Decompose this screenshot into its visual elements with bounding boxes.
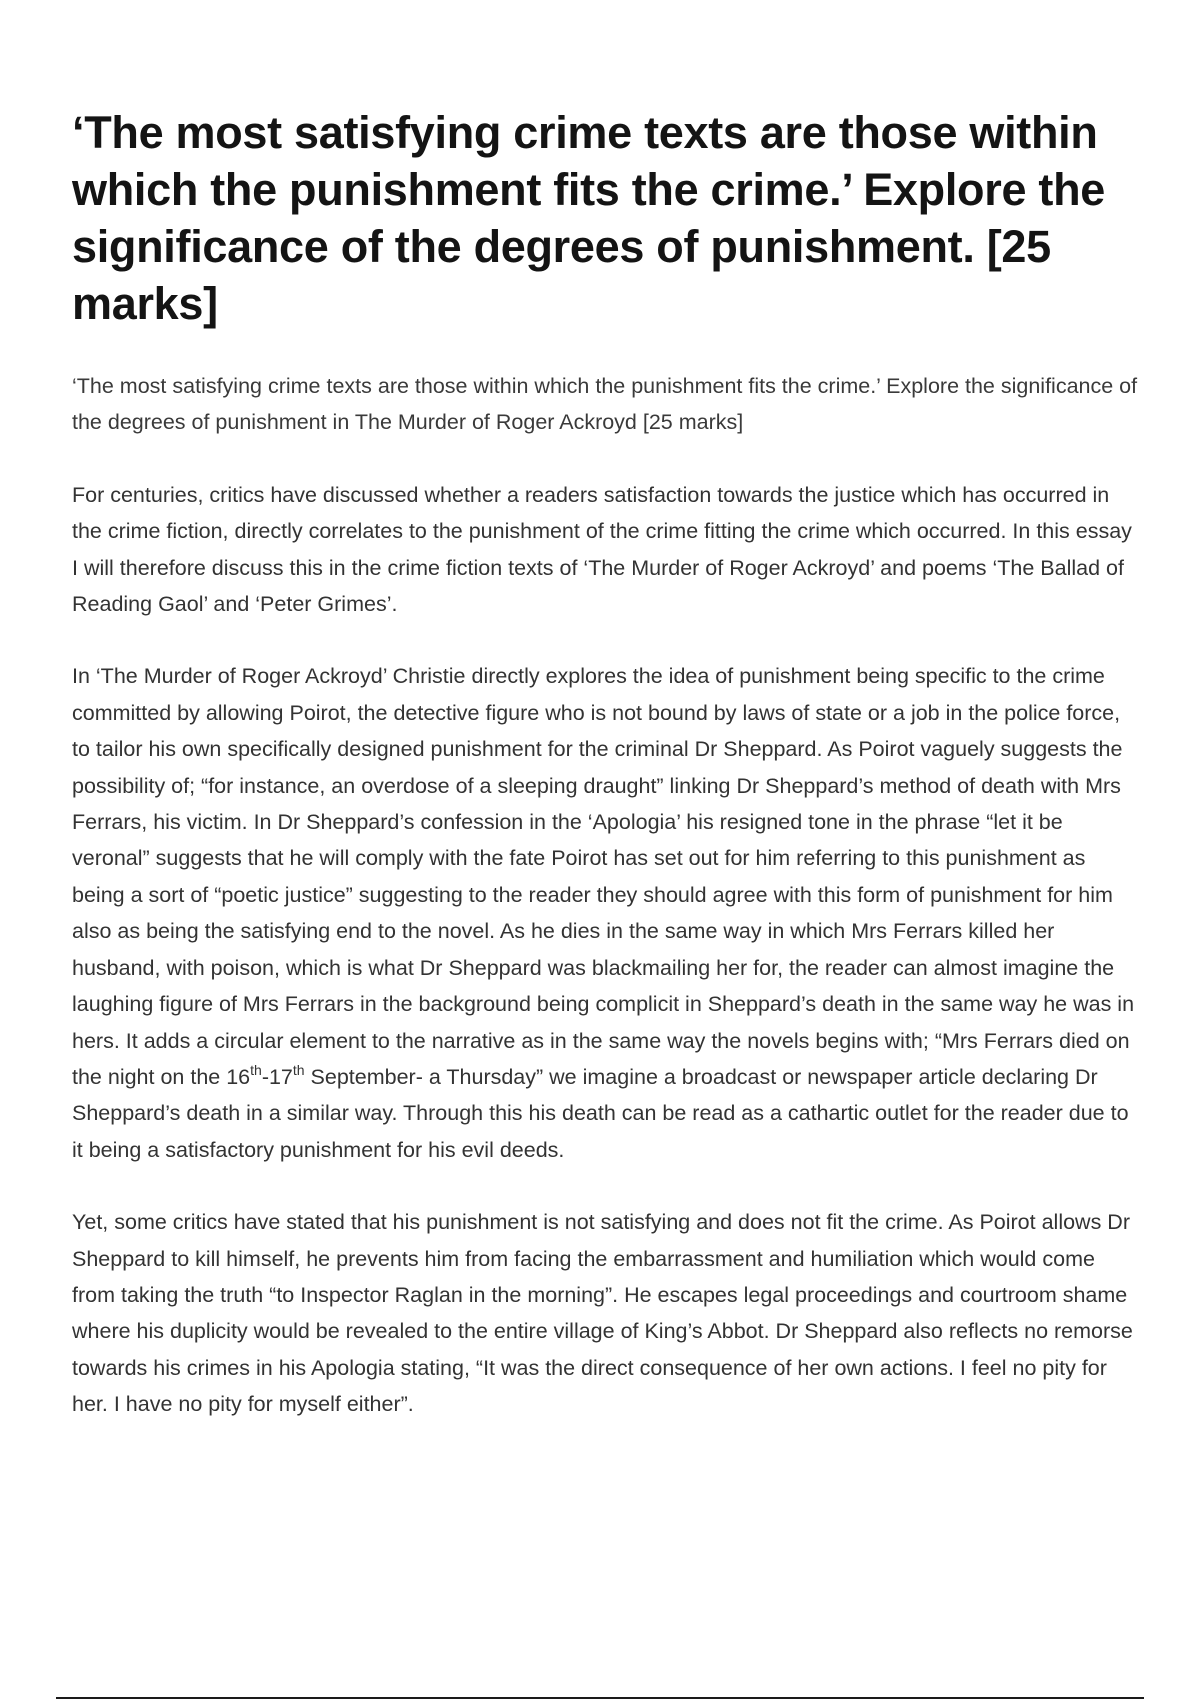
ordinal-suffix: th — [292, 1061, 305, 1078]
page-divider — [56, 1697, 1144, 1699]
date-range-dash: -17 — [261, 1064, 293, 1089]
paragraph-text: In ‘The Murder of Roger Ackroyd’ Christie directly explores the idea of punishment being specific to the crime committed by allowing Poirot, the detective figure who is not bound by laws of state or a job in the police force, to tailor his own specifically designed punishment for the criminal Dr Sheppard. As Poirot vaguely suggests the possibility of; “for instance, an overdose of a sleeping draught” linking Dr Sheppard’s method of death with Mrs Ferrars, his victim. In Dr Sheppard’s confession in the ‘Apologia’ his resigned tone in the phrase “let it be veronal” suggests that he will comply with the fate Poirot has set out for him referring to this punishment as being a sort of “poetic justice” suggesting to the reader they should agree with this form of punishment for him also as being the satisfying end to the novel. As he dies in the same way in which Mrs Ferrars killed her husband, with poison, which is what Dr Sheppard was blackmailing her for, the reader can almost imagine the laughing figure of Mrs Ferrars in the background being complicit in Sheppard’s death in the same way he was in hers. It adds a circular element to the narrative as in the same way the novels begins with; “Mrs Ferrars died on the night on the 16 — [72, 664, 1135, 1089]
paragraph-text: September- a Thursday” we imagine a broadcast or newspaper article declaring Dr Sheppard’s death in a similar way. Through this his death can be read as a cathartic outlet for the reader due to it being a satisfactory punishment for his evil deeds. — [72, 1064, 1129, 1162]
paragraph-introduction: For centuries, critics have discussed whether a readers satisfaction towards the justice which has occurred in the crime fiction, directly correlates to the punishment of the crime fitting the crime which occurred. In this essay I will therefore discuss this in the crime fiction texts of ‘The Murder of Roger Ackroyd’ and poems ‘The Ballad of Reading Gaol’ and ‘Peter Grimes’. — [72, 482, 1132, 617]
paragraph-poetic-justice — [72, 658, 1138, 1168]
paragraph-counterargument: Yet, some critics have stated that his punishment is not satisfying and does not fit the crime. As Poirot allows Dr Sheppard to kill himself, he prevents him from facing the embarrassment and humiliation which would come from taking the truth “to Inspector Raglan in the morning”. He escapes legal proceedings and courtroom shame where his duplicity would be revealed to the entire village of King’s Abbot. Dr Sheppard also reflects no remorse towards his crimes in his Apologia stating, “It was the direct consequence of her own actions. I feel no pity for her. I have no pity for myself either”. — [72, 1210, 1133, 1417]
essay-subtitle: ‘The most satisfying crime texts are those within which the punishment fits the crime.’ Explore the significance of the degrees of punishment in The Murder of Roger Ackroyd [25 marks] — [72, 374, 1138, 435]
ordinal-suffix: th — [250, 1061, 262, 1078]
essay-body — [72, 368, 1138, 1459]
essay-title: ‘The most satisfying crime texts are those within which the punishment fits the crime.’ Explore the significance of the degrees of punishment. [25 marks] — [72, 107, 1105, 329]
